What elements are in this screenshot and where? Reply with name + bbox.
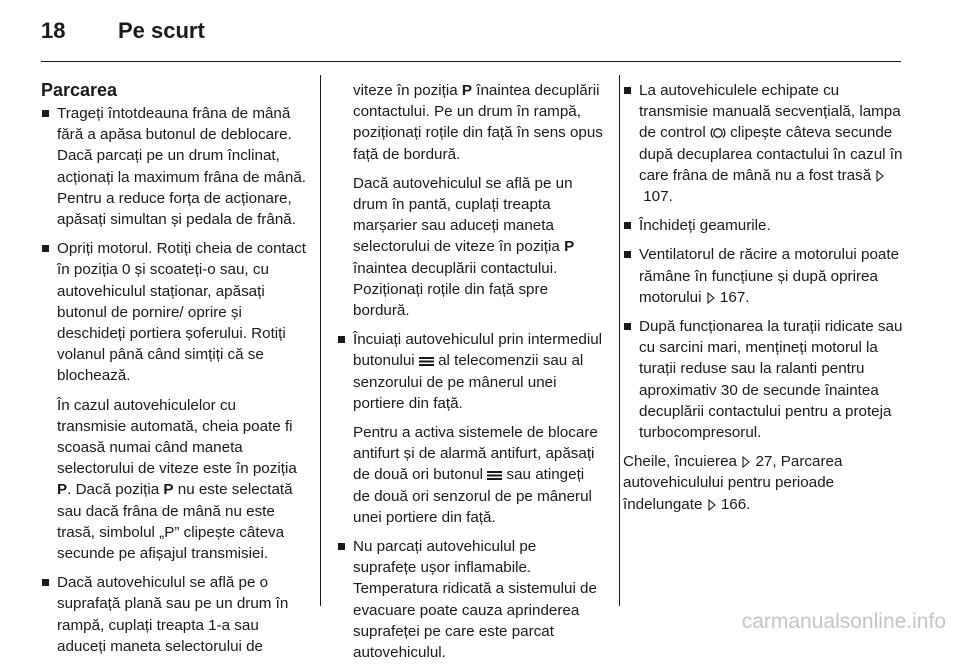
list-item-continuation	[337, 80, 603, 321]
list-item	[41, 103, 309, 230]
list-item	[337, 329, 603, 528]
list-item	[41, 572, 309, 657]
brake-warning-lamp-icon	[710, 126, 726, 140]
see-also-paragraph: Cheile, încuierea 27, Parcarea autovehiculului pentru perioade îndelungate 166.	[623, 453, 843, 513]
bullet-icon	[42, 110, 49, 117]
bullet-icon	[624, 251, 631, 258]
page-reference[interactable]: 27	[755, 453, 773, 471]
page-reference[interactable]: 107	[643, 188, 669, 206]
bullet-icon	[338, 543, 345, 550]
list-item	[337, 536, 603, 663]
column-divider	[320, 75, 321, 606]
list-item	[623, 244, 905, 308]
column-3	[623, 80, 905, 523]
page-title: Pe scurt	[118, 18, 205, 43]
item-text: Încuiați autovehiculul prin intermediul butonului al telecomenzii sau al senzorului de pe mânerul unei portiere din față.	[353, 331, 603, 412]
bullet-icon	[338, 336, 345, 343]
item-text: viteze în poziția P înaintea decuplării contactului. Pe un drum în rampă, poziționați roțile din față în sens opus față de bordură.	[353, 82, 603, 163]
bullet-icon	[624, 222, 631, 229]
column-1	[41, 78, 309, 665]
page-ref-arrow-icon	[741, 456, 751, 468]
item-text: Închideți geamurile.	[639, 217, 771, 235]
bullet-icon	[42, 245, 49, 252]
page-reference[interactable]: 166	[720, 495, 747, 513]
list-item	[623, 316, 905, 443]
item-subparagraph: Dacă autovehiculul se află pe un drum în pantă, cuplați treapta marșarier sau aduceți maneta selectorului de viteze în poziția P înaintea decuplării contactului. Poziționați roțile din față spre bordură.	[353, 174, 575, 320]
watermark: carmanualsonline.info	[741, 610, 946, 633]
page-ref-arrow-icon	[707, 499, 717, 511]
page-ref-arrow-icon	[706, 292, 716, 304]
list-item	[623, 215, 905, 236]
item-text: Dacă autovehiculul se află pe o suprafață plană sau pe un drum în rampă, cuplați treapta 1-a sau aduceți maneta selectorului de	[57, 574, 289, 655]
item-text: După funcționarea la turații ridicate sau cu sarcini mari, mențineți motorul la turații reduse sau la ralanti pentru aproximativ 30 de secunde înaintea decuplării contactului pentru a proteja turbocompresorul.	[639, 318, 903, 442]
item-text: Ventilatorul de răcire a motorului poate rămâne în funcțiune și după oprirea motorului 167.	[639, 246, 900, 306]
page-ref-arrow-icon	[875, 170, 885, 182]
bullet-icon	[42, 579, 49, 586]
item-text: La autovehiculele echipate cu transmisie manuală secvențială, lampa de control clipește câteva secunde după decuplarea contactului în cazul în care frâna de mână nu a fost trasă 107.	[639, 82, 903, 206]
item-text: Nu parcați autovehiculul pe suprafețe ușor inflamabile. Temperatura ridicată a sistemului de evacuare poate cauza aprinderea suprafeței pe care este parcat autovehiculul.	[353, 538, 597, 662]
page-reference[interactable]: 167	[719, 288, 746, 306]
item-text: Opriți motorul. Rotiți cheia de contact în poziția 0 și scoateți-o sau, cu autovehiculul staționar, apăsați butonul de pornire/ oprire și deschideți portiera șoferului. Rotiți volanul până când simțiți că se blochează.	[57, 240, 307, 385]
page-number: 18	[41, 18, 66, 43]
list-item	[41, 238, 309, 564]
bullet-icon	[624, 87, 631, 94]
lock-button-icon	[487, 470, 502, 480]
item-subparagraph: În cazul autovehiculelor cu transmisie automată, cheia poate fi scoasă numai când maneta selectorului de viteze este în poziția P. Dacă poziția P nu este selectată sau dacă frâna de mână nu este trasă, simbolul „P” clipește câteva secunde pe afișajul transmisiei.	[57, 396, 297, 563]
lock-button-icon	[419, 356, 434, 366]
list-item	[623, 80, 905, 207]
item-text: Trageți întotdeauna frâna de mână fără a apăsa butonul de deblocare. Dacă parcați pe un drum înclinat, acționați la maximum frâna de mână. Pentru a reduce forța de acționare, apăsați simultan și pedala de frână.	[57, 105, 307, 229]
column-divider	[619, 75, 620, 606]
header-rule	[41, 61, 901, 62]
bullet-icon	[624, 323, 631, 330]
section-title: Parcarea	[41, 80, 118, 100]
item-subparagraph: Pentru a activa sistemele de blocare antifurt și de alarmă antifurt, apăsați de două ori butonul sau atingeți de două ori senzorul de pe mânerul unei portiere din față.	[353, 424, 598, 526]
column-2	[337, 80, 603, 671]
